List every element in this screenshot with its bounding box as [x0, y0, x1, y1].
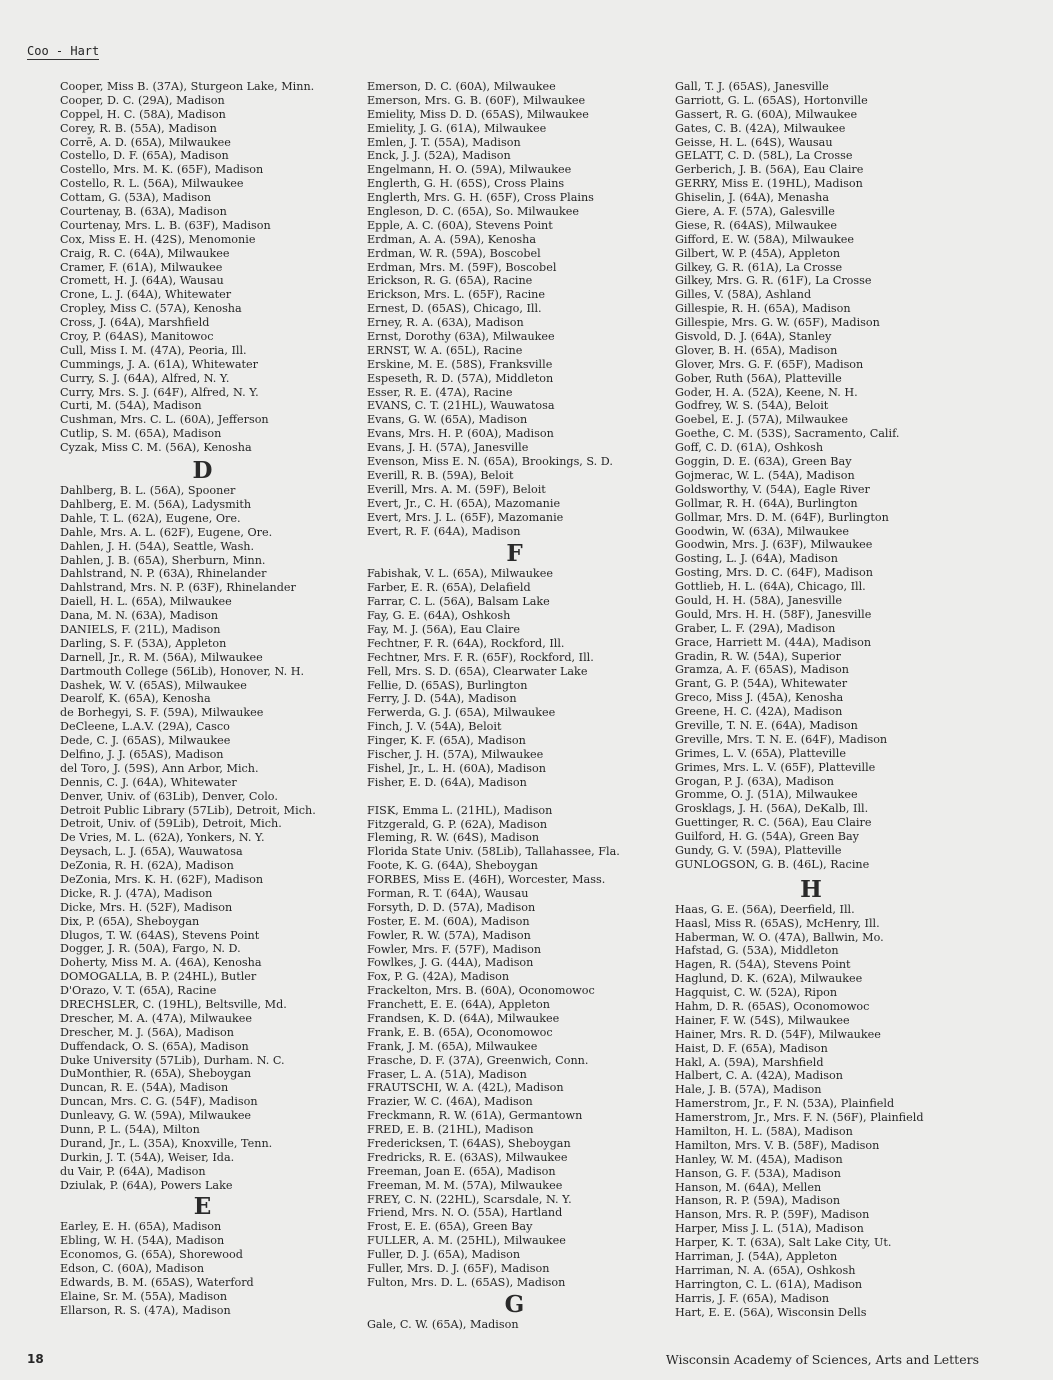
- directory-entry: Gifford, E. W. (58A), Milwaukee: [675, 232, 854, 246]
- directory-entry: Harriman, J. (54A), Appleton: [675, 1250, 838, 1264]
- directory-entry: Halbert, C. A. (42A), Madison: [675, 1069, 843, 1083]
- directory-entry: Cull, Miss I. M. (47A), Peoria, Ill.: [60, 343, 247, 357]
- directory-entry: FISK, Emma L. (21HL), Madison: [367, 803, 553, 817]
- directory-entry: Hafstad, G. (53A), Middleton: [675, 944, 839, 958]
- directory-entry: Frandsen, K. D. (64A), Milwaukee: [367, 1012, 560, 1025]
- directory-entry: Dicke, R. J. (47A), Madison: [60, 886, 213, 900]
- directory-entry: Gilkey, G. R. (61A), La Crosse: [675, 260, 843, 274]
- directory-entry: Erdman, Mrs. M. (59F), Boscobel: [367, 260, 557, 274]
- directory-entry: Gromme, O. J. (51A), Milwaukee: [675, 788, 858, 802]
- directory-entry: FREY, C. N. (22HL), Scarsdale, N. Y.: [367, 1192, 572, 1206]
- directory-entry: Economos, G. (65A), Shorewood: [60, 1248, 243, 1262]
- directory-entry: Gramza, A. F. (65AS), Madison: [675, 663, 849, 677]
- directory-entry: Dahlstrand, N. P. (63A), Rhinelander: [60, 567, 267, 581]
- directory-entry: Dahle, T. L. (62A), Eugene, Ore.: [60, 511, 241, 525]
- directory-entry: Curry, Mrs. S. J. (64F), Alfred, N. Y.: [60, 385, 259, 399]
- directory-entry: Dunleavy, G. W. (59A), Milwaukee: [60, 1109, 252, 1123]
- directory-entry: Craig, R. C. (64A), Milwaukee: [60, 246, 230, 260]
- directory-entry: Gassert, R. G. (60A), Milwaukee: [675, 107, 858, 121]
- directory-entry: Costello, Mrs. M. K. (65F), Madison: [60, 163, 264, 177]
- directory-entry: Hagquist, C. W. (52A), Ripon: [675, 986, 838, 1000]
- directory-entry: Goebel, E. J. (57A), Milwaukee: [675, 413, 849, 427]
- directory-entry: FORBES, Miss E. (46H), Worcester, Mass.: [367, 873, 606, 887]
- directory-entry: FRAUTSCHI, W. A. (42L), Madison: [367, 1081, 564, 1095]
- directory-entry: Espeseth, R. D. (57A), Middleton: [367, 371, 554, 385]
- directory-entry: Hamilton, Mrs. V. B. (58F), Madison: [675, 1138, 880, 1152]
- directory-entry: Duncan, Mrs. C. G. (54F), Madison: [60, 1095, 258, 1109]
- directory-entry: Erdman, W. R. (59A), Boscobel: [367, 246, 541, 260]
- directory-entry: Gall, T. J. (65AS), Janesville: [675, 80, 829, 93]
- directory-entry: Englerth, G. H. (65S), Cross Plains: [367, 177, 565, 191]
- directory-entry: Hainer, F. W. (54S), Milwaukee: [675, 1013, 850, 1027]
- directory-entry: Greville, Mrs. T. N. E. (64F), Madison: [675, 732, 888, 746]
- directory-entry: Gates, C. B. (42A), Milwaukee: [675, 121, 846, 135]
- directory-entry: Cromett, H. J. (64A), Wausau: [60, 274, 224, 288]
- directory-entry: Fay, M. J. (56A), Eau Claire: [367, 622, 521, 636]
- directory-entry: Hanson, R. P. (59A), Madison: [675, 1194, 841, 1208]
- directory-entry: Detroit, Univ. of (59Lib), Detroit, Mich.: [60, 817, 282, 831]
- directory-entry: Fay, G. E. (64A), Oshkosh: [367, 609, 511, 623]
- directory-entry: Grace, Harriett M. (44A), Madison: [675, 635, 872, 649]
- directory-entry: Freeman, M. M. (57A), Milwaukee: [367, 1178, 563, 1192]
- directory-entry: Foote, K. G. (64A), Sheboygan: [367, 859, 538, 873]
- directory-entry: Dziulak, P. (64A), Powers Lake: [60, 1178, 233, 1192]
- directory-entry: Epple, A. C. (60A), Stevens Point: [367, 218, 553, 232]
- directory-entry: Cutlip, S. M. (65A), Madison: [60, 427, 222, 441]
- directory-entry: Everill, R. B. (59A), Beloit: [367, 468, 514, 482]
- directory-entry: Darling, S. F. (53A), Appleton: [60, 636, 227, 650]
- directory-entry: Harper, K. T. (63A), Salt Lake City, Ut.: [675, 1236, 892, 1250]
- directory-entry: Dicke, Mrs. H. (52F), Madison: [60, 900, 233, 914]
- directory-entry: Fechtner, Mrs. F. R. (65F), Rockford, Ill.: [367, 650, 594, 664]
- directory-entry: du Vair, P. (64A), Madison: [60, 1164, 206, 1178]
- directory-entry: Florida State Univ. (58Lib), Tallahassee, Fla.: [367, 845, 620, 859]
- directory-entry: Dennis, C. J. (64A), Whitewater: [60, 775, 237, 789]
- directory-entry: Cyzak, Miss C. M. (56A), Kenosha: [60, 441, 252, 455]
- directory-entry: Fleming, R. W. (64S), Madison: [367, 831, 540, 845]
- directory-entry: Harris, J. F. (65A), Madison: [675, 1291, 830, 1305]
- section-heading-f: F: [506, 540, 523, 568]
- directory-entry: Gradin, R. W. (54A), Superior: [675, 649, 842, 663]
- directory-entry: De Vries, M. L. (62A), Yonkers, N. Y.: [60, 831, 265, 845]
- directory-entry: Fuller, Mrs. D. J. (65F), Madison: [367, 1262, 550, 1276]
- directory-entry: Harrington, C. L. (61A), Madison: [675, 1277, 863, 1291]
- directory-entry: Glover, Mrs. G. F. (65F), Madison: [675, 357, 864, 371]
- directory-entry: Gillespie, Mrs. G. W. (65F), Madison: [675, 316, 880, 330]
- directory-entry: Fuller, D. J. (65A), Madison: [367, 1248, 521, 1262]
- directory-entry: DuMonthier, R. (65A), Sheboygan: [60, 1067, 252, 1081]
- directory-entry: Erdman, A. A. (59A), Kenosha: [367, 232, 537, 246]
- directory-entry: Engelmann, H. O. (59A), Milwaukee: [367, 163, 572, 177]
- entry-list: [367, 1318, 662, 1332]
- directory-entry: Ferwerda, G. J. (65A), Milwaukee: [367, 706, 556, 720]
- directory-entry: Greco, Miss J. (45A), Kenosha: [675, 691, 844, 705]
- directory-entry: Haasl, Miss R. (65AS), McHenry, Ill.: [675, 916, 880, 930]
- directory-entry: del Toro, J. (59S), Ann Arbor, Mich.: [60, 761, 259, 775]
- directory-entry: Frackelton, Mrs. B. (60A), Oconomowoc: [367, 984, 595, 998]
- directory-entry: Frank, E. B. (65A), Oconomowoc: [367, 1025, 553, 1039]
- directory-entry: Drescher, M. J. (56A), Madison: [60, 1025, 234, 1039]
- directory-entry: Fell, Mrs. S. D. (65A), Clearwater Lake: [367, 664, 588, 678]
- directory-entry: Coppel, H. C. (58A), Madison: [60, 107, 226, 121]
- directory-entry: Dahlberg, E. M. (56A), Ladysmith: [60, 497, 252, 511]
- directory-entry: Erickson, Mrs. L. (65F), Racine: [367, 288, 545, 302]
- directory-entry: Detroit Public Library (57Lib), Detroit, Mich.: [60, 803, 316, 817]
- directory-entry: Gilles, V. (58A), Ashland: [675, 288, 812, 302]
- directory-entry: FULLER, A. M. (25HL), Milwaukee: [367, 1234, 566, 1248]
- directory-entry: Glover, B. H. (65A), Madison: [675, 343, 838, 357]
- directory-entry: Curti, M. (54A), Madison: [60, 399, 202, 413]
- directory-entry: Haas, G. E. (56A), Deerfield, Ill.: [675, 902, 855, 916]
- directory-entry: Durkin, J. T. (54A), Weiser, Ida.: [60, 1150, 235, 1164]
- directory-entry: Harper, Miss J. L. (51A), Madison: [675, 1222, 864, 1236]
- entry-list: [60, 80, 345, 455]
- directory-entry: Dunn, P. L. (54A), Milton: [60, 1123, 200, 1137]
- directory-entry: Greville, T. N. E. (64A), Madison: [675, 718, 858, 732]
- directory-entry: Farber, E. R. (65A), Delafield: [367, 581, 531, 595]
- directory-entry: Enck, J. J. (52A), Madison: [367, 149, 511, 163]
- directory-entry: Delfino, J. J. (65AS), Madison: [60, 747, 224, 761]
- publisher-footer: Wisconsin Academy of Sciences, Arts and Letters: [665, 1352, 979, 1367]
- directory-entry: Ernst, Dorothy (63A), Milwaukee: [367, 330, 555, 344]
- directory-entry: Cross, J. (64A), Marshfield: [60, 316, 210, 330]
- directory-entry: Fisher, E. D. (64A), Madison: [367, 775, 527, 789]
- directory-entry: Guettinger, R. C. (56A), Eau Claire: [675, 816, 872, 830]
- section-heading-d: D: [192, 457, 213, 485]
- directory-entry: Daiell, H. L. (65A), Milwaukee: [60, 595, 232, 609]
- directory-entry: ERNST, W. A. (65L), Racine: [367, 343, 523, 357]
- directory-entry: Evans, G. W. (65A), Madison: [367, 413, 528, 427]
- directory-entry: Gerberich, J. B. (56A), Eau Claire: [675, 163, 864, 177]
- directory-entry: Cooper, D. C. (29A), Madison: [60, 93, 225, 107]
- directory-entry: Denver, Univ. of (63Lib), Denver, Colo.: [60, 789, 278, 803]
- directory-entry: EVANS, C. T. (21HL), Wauwatosa: [367, 399, 555, 413]
- directory-entry: Dearolf, K. (65A), Kenosha: [60, 692, 211, 706]
- directory-entry: Guilford, H. G. (54A), Green Bay: [675, 830, 859, 844]
- directory-entry: Everill, Mrs. A. M. (59F), Beloit: [367, 482, 546, 496]
- directory-entry: Dahlen, J. B. (65A), Sherburn, Minn.: [60, 553, 266, 567]
- directory-entry: Goff, C. D. (61A), Oshkosh: [675, 441, 824, 455]
- directory-entry: DOMOGALLA, B. P. (24HL), Butler: [60, 970, 257, 984]
- directory-entry: Fellie, D. (65AS), Burlington: [367, 678, 528, 692]
- directory-entry: Fabishak, V. L. (65A), Milwaukee: [367, 567, 553, 581]
- directory-entry: Hamilton, H. L. (58A), Madison: [675, 1125, 853, 1139]
- directory-entry: Evert, Mrs. J. L. (65F), Mazomanie: [367, 510, 564, 524]
- directory-entry: Cummings, J. A. (61A), Whitewater: [60, 357, 258, 371]
- directory-entry: Gale, C. W. (65A), Madison: [367, 1317, 519, 1331]
- directory-entry: Hahm, D. R. (65AS), Oconomowoc: [675, 1000, 870, 1013]
- directory-entry: Gisvold, D. J. (64A), Stanley: [675, 330, 832, 344]
- directory-entry: Ebling, W. H. (54A), Madison: [60, 1234, 225, 1248]
- directory-entry: GUNLOGSON, G. B. (46L), Racine: [675, 857, 870, 871]
- directory-entry: Evans, J. H. (57A), Janesville: [367, 441, 529, 455]
- page-number: 18: [27, 1352, 44, 1366]
- directory-entry: Gould, Mrs. H. H. (58F), Janesville: [675, 607, 872, 621]
- directory-entry: Goodwin, W. (63A), Milwaukee: [675, 524, 849, 538]
- directory-entry: Evert, Jr., C. H. (65A), Mazomanie: [367, 496, 561, 510]
- directory-entry: Edwards, B. M. (65AS), Waterford: [60, 1276, 254, 1290]
- directory-entry: Croy, P. (64AS), Manitowoc: [60, 330, 214, 344]
- spacer: [367, 790, 662, 804]
- column-1: [60, 80, 345, 1318]
- directory-entry: Grimes, Mrs. L. V. (65F), Platteville: [675, 760, 876, 774]
- directory-entry: Drescher, M. A. (47A), Milwaukee: [60, 1011, 252, 1025]
- directory-entry: Grosklags, J. H. (56A), DeKalb, Ill.: [675, 802, 869, 816]
- directory-entry: Franchett, E. E. (64A), Appleton: [367, 998, 550, 1012]
- directory-entry: Emielity, J. G. (61A), Milwaukee: [367, 121, 547, 135]
- directory-entry: Fowler, R. W. (57A), Madison: [367, 928, 531, 942]
- directory-entry: Fishel, Jr., L. H. (60A), Madison: [367, 761, 546, 775]
- directory-entry: FRED, E. B. (21HL), Madison: [367, 1123, 534, 1137]
- directory-entry: Frost, E. E. (65A), Green Bay: [367, 1220, 533, 1234]
- directory-entry: de Borhegyi, S. F. (59A), Milwaukee: [60, 706, 264, 720]
- directory-entry: Dahlen, J. H. (54A), Seattle, Wash.: [60, 539, 255, 553]
- directory-entry: Curry, S. J. (64A), Alfred, N. Y.: [60, 371, 230, 385]
- directory-entry: Geisse, H. L. (64S), Wausau: [675, 135, 833, 149]
- directory-entry: D'Orazo, V. T. (65A), Racine: [60, 984, 217, 998]
- directory-entry: Dahlberg, B. L. (56A), Spooner: [60, 484, 236, 498]
- directory-entry: Godfrey, W. S. (54A), Beloit: [675, 399, 829, 413]
- directory-entry: Hainer, Mrs. R. D. (54F), Milwaukee: [675, 1027, 881, 1041]
- directory-entry: Dahlstrand, Mrs. N. P. (63F), Rhinelander: [60, 581, 296, 595]
- entry-list: [367, 804, 662, 1290]
- directory-entry: Dashek, W. V. (65AS), Milwaukee: [60, 678, 247, 692]
- directory-entry: Duke University (57Lib), Durham. N. C.: [60, 1053, 285, 1067]
- directory-entry: Fulton, Mrs. D. L. (65AS), Madison: [367, 1275, 566, 1289]
- directory-entry: Evenson, Miss E. N. (65A), Brookings, S. D.: [367, 455, 613, 469]
- directory-entry: Cramer, F. (61A), Milwaukee: [60, 260, 223, 274]
- directory-entry: Giese, R. (64AS), Milwaukee: [675, 218, 838, 232]
- directory-entry: Fechtner, F. R. (64A), Rockford, Ill.: [367, 636, 565, 650]
- directory-entry: Dogger, J. R. (50A), Fargo, N. D.: [60, 942, 241, 956]
- directory-entry: Duncan, R. E. (54A), Madison: [60, 1081, 229, 1095]
- directory-entry: DeZonia, R. H. (62A), Madison: [60, 859, 234, 873]
- directory-entry: Edson, C. (60A), Madison: [60, 1262, 205, 1276]
- directory-entry: Costello, R. L. (56A), Milwaukee: [60, 177, 244, 191]
- directory-entry: Grogan, P. J. (63A), Madison: [675, 774, 834, 788]
- directory-entry: Dede, C. J. (65AS), Milwaukee: [60, 734, 231, 748]
- directory-entry: Crone, L. J. (64A), Whitewater: [60, 288, 232, 302]
- directory-entry: Haberman, W. O. (47A), Ballwin, Mo.: [675, 930, 884, 944]
- directory-entry: Gollmar, Mrs. D. M. (64F), Burlington: [675, 510, 889, 524]
- directory-entry: DeZonia, Mrs. K. H. (62F), Madison: [60, 872, 264, 886]
- directory-entry: Gojmerac, W. L. (54A), Madison: [675, 468, 855, 482]
- directory-entry: Erney, R. A. (63A), Madison: [367, 316, 524, 330]
- directory-entry: Fraser, L. A. (51A), Madison: [367, 1067, 527, 1081]
- section-heading-h: H: [800, 875, 822, 903]
- directory-entry: Ellarson, R. S. (47A), Madison: [60, 1303, 231, 1317]
- directory-entry: Durand, Jr., L. (35A), Knoxville, Tenn.: [60, 1136, 273, 1150]
- directory-entry: Gilbert, W. P. (45A), Appleton: [675, 246, 841, 260]
- directory-entry: Darnell, Jr., R. M. (56A), Milwaukee: [60, 650, 263, 664]
- directory-entry: Gould, H. H. (58A), Janesville: [675, 593, 843, 607]
- directory-entry: Cushman, Mrs. C. L. (60A), Jefferson: [60, 413, 269, 427]
- directory-entry: Forsyth, D. D. (57A), Madison: [367, 900, 536, 914]
- directory-entry: GELATT, C. D. (58L), La Crosse: [675, 149, 853, 163]
- directory-entry: Greene, H. C. (42A), Madison: [675, 705, 843, 719]
- directory-entry: Grant, G. P. (54A), Whitewater: [675, 677, 848, 691]
- directory-entry: Hamerstrom, Jr., F. N. (53A), Plainfield: [675, 1097, 895, 1111]
- entry-list: [367, 80, 662, 538]
- directory-entry: Giere, A. F. (57A), Galesville: [675, 205, 835, 219]
- entry-list: [675, 80, 947, 872]
- directory-entry: Garriott, G. L. (65AS), Hortonville: [675, 93, 868, 107]
- directory-entry: Gosting, Mrs. D. C. (64F), Madison: [675, 566, 873, 580]
- directory-entry: Doherty, Miss M. A. (46A), Kenosha: [60, 956, 262, 970]
- directory-entry: Ferry, J. D. (54A), Madison: [367, 692, 517, 706]
- entry-list: [60, 1220, 345, 1317]
- directory-entry: Fischer, J. H. (57A), Milwaukee: [367, 747, 544, 761]
- directory-entry: Ghiselin, J. (64A), Menasha: [675, 191, 830, 205]
- directory-entry: Cox, Miss E. H. (42S), Menomonie: [60, 232, 256, 246]
- directory-entry: Dartmouth College (56Lib), Honover, N. H.: [60, 664, 305, 678]
- directory-entry: Gundy, G. V. (59A), Platteville: [675, 843, 842, 857]
- directory-entry: Fowler, Mrs. F. (57F), Madison: [367, 942, 542, 956]
- directory-entry: Haglund, D. K. (62A), Milwaukee: [675, 972, 863, 986]
- directory-entry: Esser, R. E. (47A), Racine: [367, 385, 513, 399]
- directory-entry: Goggin, D. E. (63A), Green Bay: [675, 455, 852, 469]
- directory-entry: Courtenay, Mrs. L. B. (63F), Madison: [60, 218, 271, 232]
- directory-entry: Grimes, L. V. (65A), Platteville: [675, 746, 846, 760]
- directory-entry: DeCleene, L.A.V. (29A), Casco: [60, 720, 230, 734]
- directory-entry: Engleson, D. C. (65A), So. Milwaukee: [367, 205, 580, 219]
- column-2: [367, 80, 662, 1332]
- directory-entry: Gollmar, R. H. (64A), Burlington: [675, 496, 858, 510]
- directory-entry: Elaine, Sr. M. (55A), Madison: [60, 1289, 228, 1303]
- directory-entry: DRECHSLER, C. (19HL), Beltsville, Md.: [60, 998, 287, 1011]
- directory-entry: Fredricks, R. E. (63AS), Milwaukee: [367, 1150, 568, 1164]
- directory-entry: Gilkey, Mrs. G. R. (61F), La Crosse: [675, 274, 872, 288]
- directory-entry: Hanson, M. (64A), Mellen: [675, 1180, 822, 1194]
- directory-entry: Freeman, Joan E. (65A), Madison: [367, 1164, 556, 1178]
- column-3: [675, 80, 947, 1319]
- directory-entry: Forman, R. T. (64A), Wausau: [367, 886, 529, 900]
- directory-entry: Finch, J. V. (54A), Beloit: [367, 720, 502, 734]
- directory-entry: Harriman, N. A. (65A), Oshkosh: [675, 1263, 856, 1277]
- directory-entry: Hamerstrom, Jr., Mrs. F. N. (56F), Plainfield: [675, 1111, 924, 1125]
- directory-entry: Goder, H. A. (52A), Keene, N. H.: [675, 385, 858, 399]
- directory-entry: Englerth, Mrs. G. H. (65F), Cross Plains: [367, 191, 594, 205]
- directory-entry: Gillespie, R. H. (65A), Madison: [675, 302, 851, 316]
- directory-entry: Frank, J. M. (65A), Milwaukee: [367, 1039, 538, 1053]
- directory-entry: Erskine, M. E. (58S), Franksville: [367, 357, 553, 371]
- directory-entry: Farrar, C. L. (56A), Balsam Lake: [367, 595, 550, 609]
- directory-entry: Gosting, L. J. (64A), Madison: [675, 552, 838, 566]
- directory-entry: Corrē, A. D. (65A), Milwaukee: [60, 135, 231, 149]
- directory-entry: Hanson, Mrs. R. P. (59F), Madison: [675, 1208, 870, 1222]
- directory-entry: Cooper, Miss B. (37A), Sturgeon Lake, Minn.: [60, 80, 315, 93]
- section-heading-g: G: [504, 1290, 525, 1318]
- directory-entry: Gober, Ruth (56A), Platteville: [675, 371, 842, 385]
- directory-entry: Freckmann, R. W. (61A), Germantown: [367, 1109, 583, 1123]
- directory-entry: Gottlieb, H. L. (64A), Chicago, Ill.: [675, 580, 866, 594]
- directory-entry: Emlen, J. T. (55A), Madison: [367, 135, 521, 149]
- directory-entry: Goldsworthy, V. (54A), Eagle River: [675, 482, 870, 496]
- directory-entry: Hagen, R. (54A), Stevens Point: [675, 958, 851, 972]
- directory-entry: Goodwin, Mrs. J. (63F), Milwaukee: [675, 538, 873, 552]
- directory-entry: Corey, R. B. (55A), Madison: [60, 121, 217, 135]
- directory-entry: Dlugos, T. W. (64AS), Stevens Point: [60, 928, 260, 942]
- directory-entry: Cropley, Miss C. (57A), Kenosha: [60, 302, 242, 316]
- directory-entry: Duffendack, O. S. (65A), Madison: [60, 1039, 249, 1053]
- directory-entry: Fitzgerald, G. P. (62A), Madison: [367, 817, 548, 831]
- directory-entry: Haist, D. F. (65A), Madison: [675, 1041, 828, 1055]
- directory-entry: Costello, D. F. (65A), Madison: [60, 149, 229, 163]
- directory-entry: Deysach, L. J. (65A), Wauwatosa: [60, 845, 243, 859]
- directory-entry: Cottam, G. (53A), Madison: [60, 191, 212, 205]
- directory-entry: Fredericksen, T. (64AS), Sheboygan: [367, 1137, 571, 1151]
- directory-entry: Dana, M. N. (63A), Madison: [60, 609, 219, 623]
- directory-entry: Emielity, Miss D. D. (65AS), Milwaukee: [367, 107, 589, 121]
- directory-entry: Friend, Mrs. N. O. (55A), Hartland: [367, 1206, 563, 1220]
- directory-entry: Emerson, D. C. (60A), Milwaukee: [367, 80, 556, 93]
- section-heading-e: E: [193, 1193, 212, 1221]
- directory-entry: Evert, R. F. (64A), Madison: [367, 524, 521, 538]
- directory-entry: Ernest, D. (65AS), Chicago, Ill.: [367, 302, 542, 316]
- entry-list: [675, 903, 947, 1320]
- directory-entry: Hakl, A. (59A), Marshfield: [675, 1055, 824, 1069]
- directory-entry: Dahle, Mrs. A. L. (62F), Eugene, Ore.: [60, 525, 273, 539]
- directory-entry: Foster, E. M. (60A), Madison: [367, 914, 530, 928]
- directory-entry: Earley, E. H. (65A), Madison: [60, 1220, 222, 1234]
- directory-entry: DANIELS, F. (21L), Madison: [60, 622, 221, 636]
- directory-entry: Fox, P. G. (42A), Madison: [367, 970, 510, 984]
- directory-entry: Graber, L. F. (29A), Madison: [675, 621, 836, 635]
- directory-entry: Emerson, Mrs. G. B. (60F), Milwaukee: [367, 93, 586, 107]
- directory-entry: Fowlkes, J. G. (44A), Madison: [367, 956, 534, 970]
- directory-entry: Dix, P. (65A), Sheboygan: [60, 914, 200, 928]
- directory-entry: Finger, K. F. (65A), Madison: [367, 734, 526, 748]
- directory-entry: Hale, J. B. (57A), Madison: [675, 1083, 822, 1097]
- entry-list: [60, 484, 345, 1192]
- directory-entry: Frasche, D. F. (37A), Greenwich, Conn.: [367, 1053, 589, 1067]
- running-header: Coo - Hart: [27, 44, 100, 58]
- directory-entry: Frazier, W. C. (46A), Madison: [367, 1095, 533, 1109]
- directory-entry: Erickson, R. G. (65A), Racine: [367, 274, 533, 288]
- directory-entry: Hanley, W. M. (45A), Madison: [675, 1152, 843, 1166]
- directory-entry: Hart, E. E. (56A), Wisconsin Dells: [675, 1305, 867, 1319]
- directory-entry: GERRY, Miss E. (19HL), Madison: [675, 177, 863, 191]
- directory-entry: Evans, Mrs. H. P. (60A), Madison: [367, 427, 554, 441]
- entry-list: [367, 567, 662, 789]
- directory-entry: Hanson, G. F. (53A), Madison: [675, 1166, 841, 1180]
- directory-entry: Courtenay, B. (63A), Madison: [60, 205, 227, 219]
- directory-entry: Goethe, C. M. (53S), Sacramento, Calif.: [675, 427, 900, 441]
